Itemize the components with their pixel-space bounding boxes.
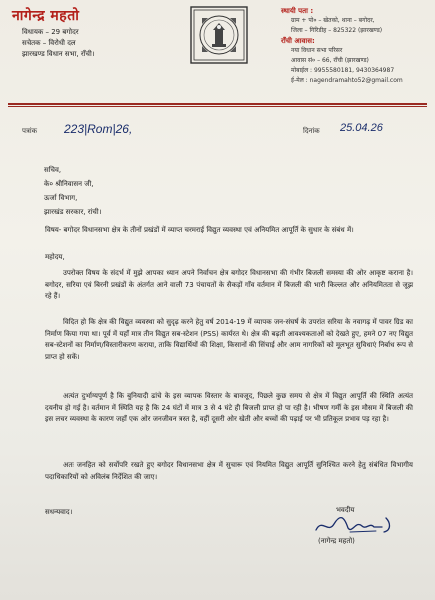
designation-line: सचेतक – विरोधी दल bbox=[22, 39, 76, 47]
letterhead-designation bbox=[22, 27, 94, 60]
address-line: आवास सं० – 66, राँची (झारखण्ड) bbox=[291, 57, 369, 64]
date-label: दिनांक bbox=[303, 127, 320, 135]
letterhead-name: नागेन्द्र महतो bbox=[12, 8, 80, 24]
body-paragraph: विदित हो कि क्षेत्र की विद्युत व्यवस्था को सुदृढ़ करने हेतु वर्ष 2014-19 में व्यापक जन-संघर्ष के उपरांत सरिया के नवागढ़ में पावर ग्रिड का निर्माण किया गया था। पूर्व में यहाँ मात्र तीन विद्युत सब-स्टेशन (PSS) कार्यरत थे। क्षेत्र की बढ़ती आवश्यकताओं को देखते हुए, हमने 07 नए विद्युत सब-स्टेशनों का निर्माण/विस्तारीकरण कराया, ताकि विद्यार्थियों की शिक्षा, किसानों की सिंचाई और आम नागरिकों को मूलभूत सुविधाएं निर्बाध रूप से प्राप्त हो सकें। bbox=[45, 318, 413, 361]
recipient-line: झारखंड सरकार, रांची। bbox=[44, 208, 102, 216]
recipient-line: ऊर्जा विभाग, bbox=[44, 194, 78, 202]
handwritten-signature bbox=[310, 512, 400, 538]
permanent-address-heading: स्थायी पता : bbox=[281, 7, 314, 15]
email-address: ई-मेल : nagendramahto52@gmail.com bbox=[291, 77, 403, 84]
salutation: महोदय, bbox=[45, 253, 65, 261]
state-emblem-icon bbox=[190, 6, 248, 64]
body-paragraph: अतः जनहित को सर्वोपरि रखते हुए बगोदर विधानसभा क्षेत्र में सुचारू एवं नियमित विद्युत आपूर्ति सुनिश्चित करने हेतु संबंधित विभागीय पदाधिकारियों को अविलंब निर्देशित की जाए। bbox=[45, 461, 413, 481]
mobile-number: मोबाईल : 9955580181, 9430364987 bbox=[291, 67, 395, 74]
reference-number: 223|Rom|26, bbox=[64, 122, 133, 136]
letterhead-divider bbox=[8, 103, 427, 105]
letter-date: 25.04.26 bbox=[340, 122, 383, 134]
signatory-name: (नागेन्द्र महतो) bbox=[318, 537, 355, 545]
designation-line: विधायक – 29 बगोदर bbox=[22, 28, 79, 36]
recipient-block bbox=[44, 163, 101, 219]
letter-subject: विषय- बगोदर विधानसभा क्षेत्र के तीनों प्रखंडों में व्याप्त चरमराई विद्युत व्यवस्था एवं अनियमित आपूर्ति के सुधार के संबंध में। bbox=[45, 226, 354, 234]
body-paragraph: उपरोक्त विषय के संदर्भ में मुझे आपका ध्यान अपने निर्वाचन क्षेत्र बगोदर विधानसभा की गंभीर बिजली समस्या की ओर आकृष्ट कराना है। बगोदर, सरिया एवं बिरनी प्रखंडों के अंतर्गत आने वाली 73 पंचायतों के सैकड़ों गाँव वर्तमान में बिजली की भारी किल्लत और अनियमितता से जूझ रहे हैं। bbox=[45, 269, 413, 301]
reference-label: पत्रांक bbox=[22, 127, 38, 135]
valediction: भवदीय bbox=[336, 506, 355, 514]
address-line: ग्राम + पो० – खेतको, थाना – बगोदर, bbox=[291, 17, 375, 24]
designation-line: झारखण्ड विधान सभा, राँची। bbox=[22, 50, 95, 58]
address-line: नया विधान सभा परिसर bbox=[291, 47, 343, 54]
ranchi-address-heading: राँची आवास: bbox=[281, 37, 315, 45]
body-paragraph: अत्यंत दुर्भाग्यपूर्ण है कि बुनियादी ढांचे के इस व्यापक विस्तार के बावजूद, पिछले कुछ समय से क्षेत्र में विद्युत आपूर्ति की स्थिति अत्यंत दयनीय हो गई है। वर्तमान में स्थिति यह है कि 24 घंटों में मात्र 3 से 4 घंटे ही बिजली प्राप्त हो पा रही है। भीषण गर्मी के इस मौसम में बिजली की इस लचर व्यवस्था के कारण जहाँ एक ओर जनजीवन त्रस्त है, वहीं दूसरी ओर खेती और बच्चों की पढ़ाई पर भी प्रतिकूल प्रभाव पड़ रहा है। bbox=[45, 392, 413, 424]
recipient-line: के० श्रीनिवासन जी, bbox=[44, 180, 94, 188]
address-line: जिला – गिरिडीह – 825322 (झारखण्ड) bbox=[291, 27, 383, 34]
closing-thanks: सधन्यवाद। bbox=[45, 508, 73, 516]
letterhead-divider-thin bbox=[8, 106, 427, 107]
recipient-line: सचिव, bbox=[44, 166, 62, 174]
letterhead-address bbox=[281, 6, 431, 86]
